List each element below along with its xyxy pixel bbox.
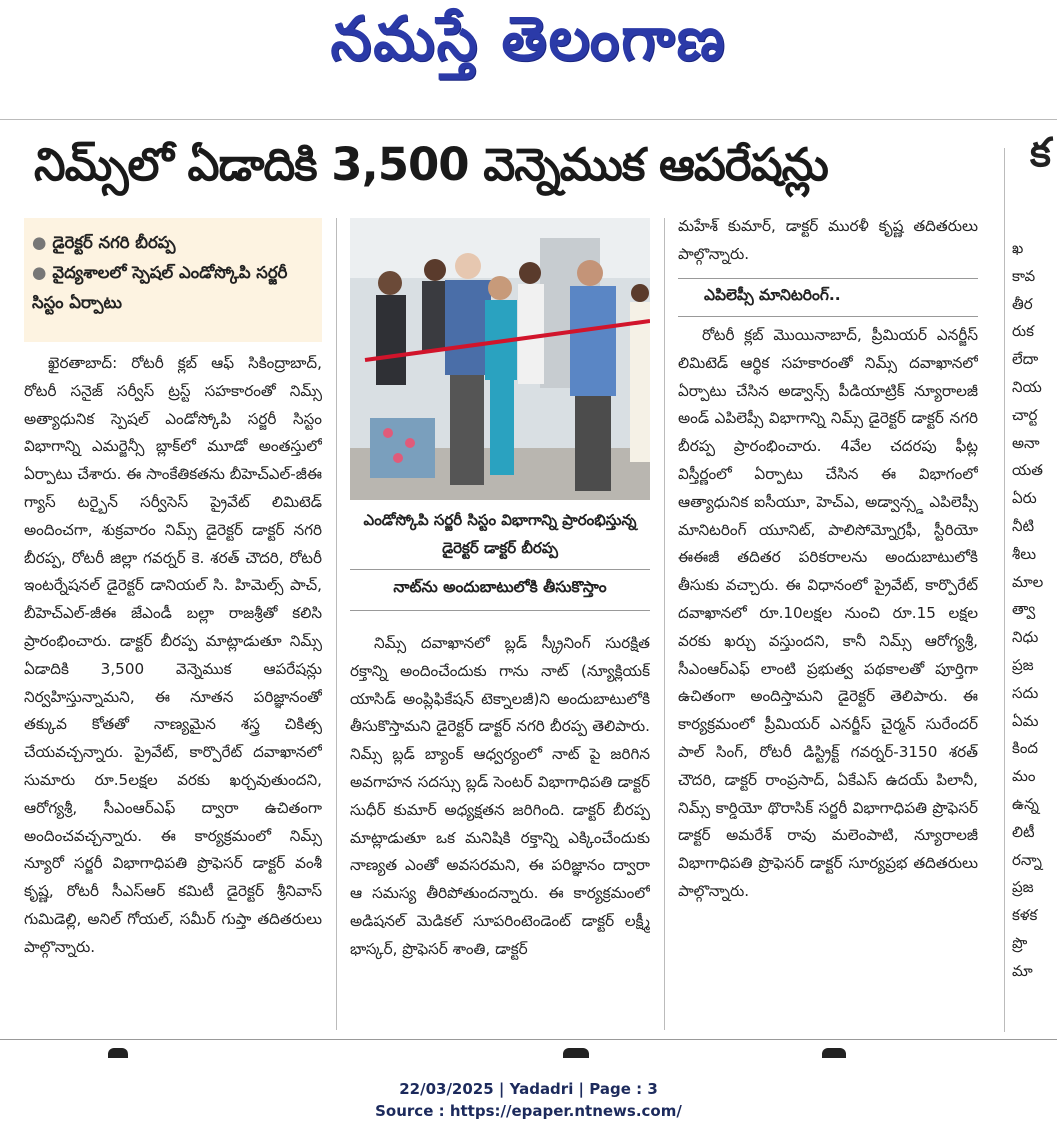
- column-divider: [336, 218, 337, 1030]
- cropped-headline-fragment: [563, 1048, 589, 1058]
- masthead-title: నమస్తే తెలంగాణ: [330, 2, 727, 74]
- article-paragraph: ఖైరతాబాద్: రోటరీ క్లబ్ ఆఫ్ సికింద్రాబాద్, రోటరీ సనైజ్ సర్వీస్ ట్రస్ట్ సహకారంతో నిమ్స్ అత్యాధునిక స్పెషల్ ఎండోస్కోపి సర్జరీ సిస్టం విభాగాన్ని ఎమర్జెన్సీ బ్లాక్‌లో మూడో అంతస్తులో ఏర్పాటు చేశారు. ఈ సాంకేతికతను బీహెచ్‌ఎల్-జీఈ గ్యాస్ టర్బైన్ సర్వీసెస్ ప్రైవేట్ లిమిటెడ్ అందించగా, శుక్రవారం నిమ్స్ డైరెక్టర్ డాక్టర్ నగరి బీరప్ప, రోటరీ జిల్లా గవర్నర్ కె. శరత్ చౌదరి, రోటరీ ఇంటర్నేషనల్ డైరెక్టర్ డానియల్ సి. హిమెల్స్ పాచ్, బీహెచ్‌ఎల్-జీఈ జేఎండీ బల్లా రాజశ్రీతో కలిసి ప్రారంభించారు. డాక్టర్ బీరప్ప మాట్లాడుతూ నిమ్స్ ఏడాదికి 3,500 వెన్నెముక ఆపరేషన్లు నిర్వహిస్తున్నామని, ఈ నూతన పరిజ్ఞానంతో తక్కువ కోతతో నాణ్యమైన శస్త్ర చికిత్స చేయవచ్చన్నారు. ప్రైవేట్, కార్పొరేట్ దవాఖానలో సుమారు రూ.5లక్షల వరకు ఖర్చవుతుందని, ఆరోగ్యశ్రీ, సీఎంఆర్‌ఎఫ్ ద్వారా ఉచితంగా అందించవచ్చన్నారు. ఈ కార్యక్రమంలో నిమ్స్ న్యూరో సర్జరీ విభాగాధిపతి ప్రొఫెసర్ డాక్టర్ వంశీ కృష్ణ, రోటరీ సీఎస్‌ఆర్ కమిటీ డైరెక్టర్ శ్రీనివాస్ గుమిడెల్లి, అనిల్ గోయల్, సమీర్ గుప్తా తదితరులు పాల్గొన్నారు.: [24, 354, 322, 956]
- article-paragraph: నిమ్స్ దవాఖానలో బ్లడ్ స్క్రీనింగ్ సురక్షిత రక్తాన్ని అందించేందుకు గాను నాట్ (న్యూక్లియక్ యాసిడ్ అంప్లిఫికేషన్ టెక్నాలజీ)ని అందుబాటులోకి తీసుకొస్తామని డైరెక్టర్ డాక్టర్ నగరి బీరప్ప తెలిపారు. నిమ్స్ బ్లడ్ బ్యాంక్ ఆధ్వర్యంలో నాట్ పై జరిగిన అవగాహన సదస్సు బ్లడ్ సెంటర్ విభాగాధిపతి డాక్టర్ సుధీర్ కుమార్ అధ్యక్షతన జరిగింది. డాక్టర్ బీరప్ప మాట్లాడుతూ ఒక మనిషికి రక్తాన్ని ఎక్కించేందుకు నాణ్యత ఎంతో అవసరమని, ఈ పరిజ్ఞానం ద్వారా ఆ సమస్య తీరిపోతుందన్నారు. ఈ కార్యక్రమంలో అడిషనల్ మెడికల్ సూపరింటెండెంట్ డాక్టర్ లక్ష్మీ భాస్కర్, ప్రొఫెసర్ శాంతి, డాక్టర్: [350, 634, 650, 958]
- masthead-logo: [0, 0, 1057, 92]
- article-paragraph: రోటరీ క్లబ్ మొయినాబాద్, ప్రీమియర్ ఎనర్జీస్ లిమిటెడ్ ఆర్థిక సహకారంతో నిమ్స్ దవాఖానలో ఏర్పాటు చేసిన అడ్వాన్స్ పీడియాట్రిక్ న్యూరాలజీ అండ్ ఎపిలెప్సీ విభాగాన్ని నిమ్స్ డైరెక్టర్ డాక్టర్ నగరి బీరప్ప ప్రారంభించారు. 4వేల చదరపు ఫీట్ల విస్తీర్ణంలో ఏర్పాటు చేసిన ఈ విభాగంలో ఆత్యాధునిక ఐసీయూ, హెచ్‌ఎ, అడ్వాన్స్డ ఎపిలెప్సీ మానిటరింగ్ యూనిట్, పాలిసోమ్నోగ్రఫీ, స్టీరియో ఈఈజీ తదితర పరికరాలను అందుబాటులోకి తీసుకు వచ్చారు. ఈ విధానంలో ప్రైవేట్, కార్పొరేట్ దవాఖానలో రూ.10లక్షల నుంచి రూ.15 లక్షల వరకు ఖర్చు వస్తుందని, కానీ నిమ్స్ ఆరోగ్యశ్రీ, సీఎంఆర్‌ఎఫ్ లాంటి ప్రభుత్వ పథకాలతో పూర్తిగా ఉచితంగా అందిస్తామని డైరెక్టర్ తెలిపారు. ఈ కార్యక్రమంలో ప్రీమియర్ ఎనర్జీస్ చైర్మన్ సురేందర్ పాల్ సింగ్, రోటరీ డిస్ట్రిక్ట్ గవర్నర్-3150 శరత్ చౌదరి, డాక్టర్ రాంప్రసాద్, ఏకేఎస్ ఉదయ్ పిలానీ, నిమ్స్ కార్డియో థొరాసిక్ సర్జరీ విభాగాధిపతి ప్రొఫెసర్ డాక్టర్ అమరేశ్ రావు మలెంపాటి, న్యూరాలజీ విభాగాధిపతి ప్రొఫెసర్ డాక్టర్ సూర్యప్రభ తదితరులు పాల్గొన్నారు.: [678, 326, 978, 900]
- column-divider: [664, 218, 665, 1030]
- article-column-2: [350, 630, 650, 1030]
- section-subhead-epilepsy: ఎపిలెప్సీ మానిటరింగ్..: [704, 286, 841, 304]
- subhead-divider: [678, 316, 978, 317]
- highlight-item: ● డైరెక్టర్ నగరి బీరప్ప: [32, 233, 176, 252]
- article-column-3: [678, 322, 978, 1030]
- article-headline: నిమ్స్‌లో ఏడాదికి 3,500 వెన్నెముక ఆపరేషన్లు: [34, 138, 828, 191]
- subhead-divider: [678, 278, 978, 279]
- ribbon-cutting-photo: [350, 218, 650, 500]
- epaper-footer: [0, 1078, 1057, 1122]
- subhead-divider: [350, 569, 650, 570]
- highlight-item: ● వైద్యశాలలో స్పెషల్ ఎండోస్కోపి సర్జరీ సిస్టం ఏర్పాటు: [32, 263, 288, 312]
- subhead-divider: [350, 610, 650, 611]
- bottom-divider: [0, 1039, 1057, 1040]
- article-column-1: [24, 350, 322, 1030]
- cropped-headline-fragment: [822, 1048, 846, 1058]
- column-divider-right: [1004, 148, 1005, 1032]
- photo-caption: ఎండోస్కోపి సర్జరీ సిస్టం విభాగాన్ని ప్రారంభిస్తున్న డైరెక్టర్ డాక్టర్ బీరప్ప: [363, 511, 637, 557]
- footer-date-page: 22/03/2025 | Yadadri | Page : 3: [399, 1080, 658, 1098]
- section-subhead-nat: నాట్‌ను అందుబాటులోకి తీసుకొస్తాం: [393, 578, 607, 596]
- article-paragraph: మహేశ్ కుమార్, డాక్టర్ మురళీ కృష్ణ తదితరులు పాల్గొన్నారు.: [678, 217, 978, 263]
- highlight-box: [24, 218, 322, 342]
- bullet-icon: ●: [32, 263, 47, 282]
- adjacent-article-kicker: క: [1030, 130, 1051, 176]
- top-divider: [0, 119, 1057, 120]
- article-photo: [350, 218, 650, 500]
- cropped-headline-fragment: [108, 1048, 128, 1058]
- footer-source-link[interactable]: Source : https://epaper.ntnews.com/: [375, 1102, 682, 1120]
- bullet-icon: ●: [32, 233, 47, 252]
- adjacent-article-fragment: ఖ కావ తీర రుక లేదా నియ చార్ట అనా యత ఏరు నీటి శీలు మాల త్వా నిధు ప్రజ సదు ఏమ కింద మం ఉన్న లిటీ రన్నా ప్రజ కళక ప్రొ మా: [1012, 239, 1044, 980]
- article-column-3-top: [678, 213, 978, 271]
